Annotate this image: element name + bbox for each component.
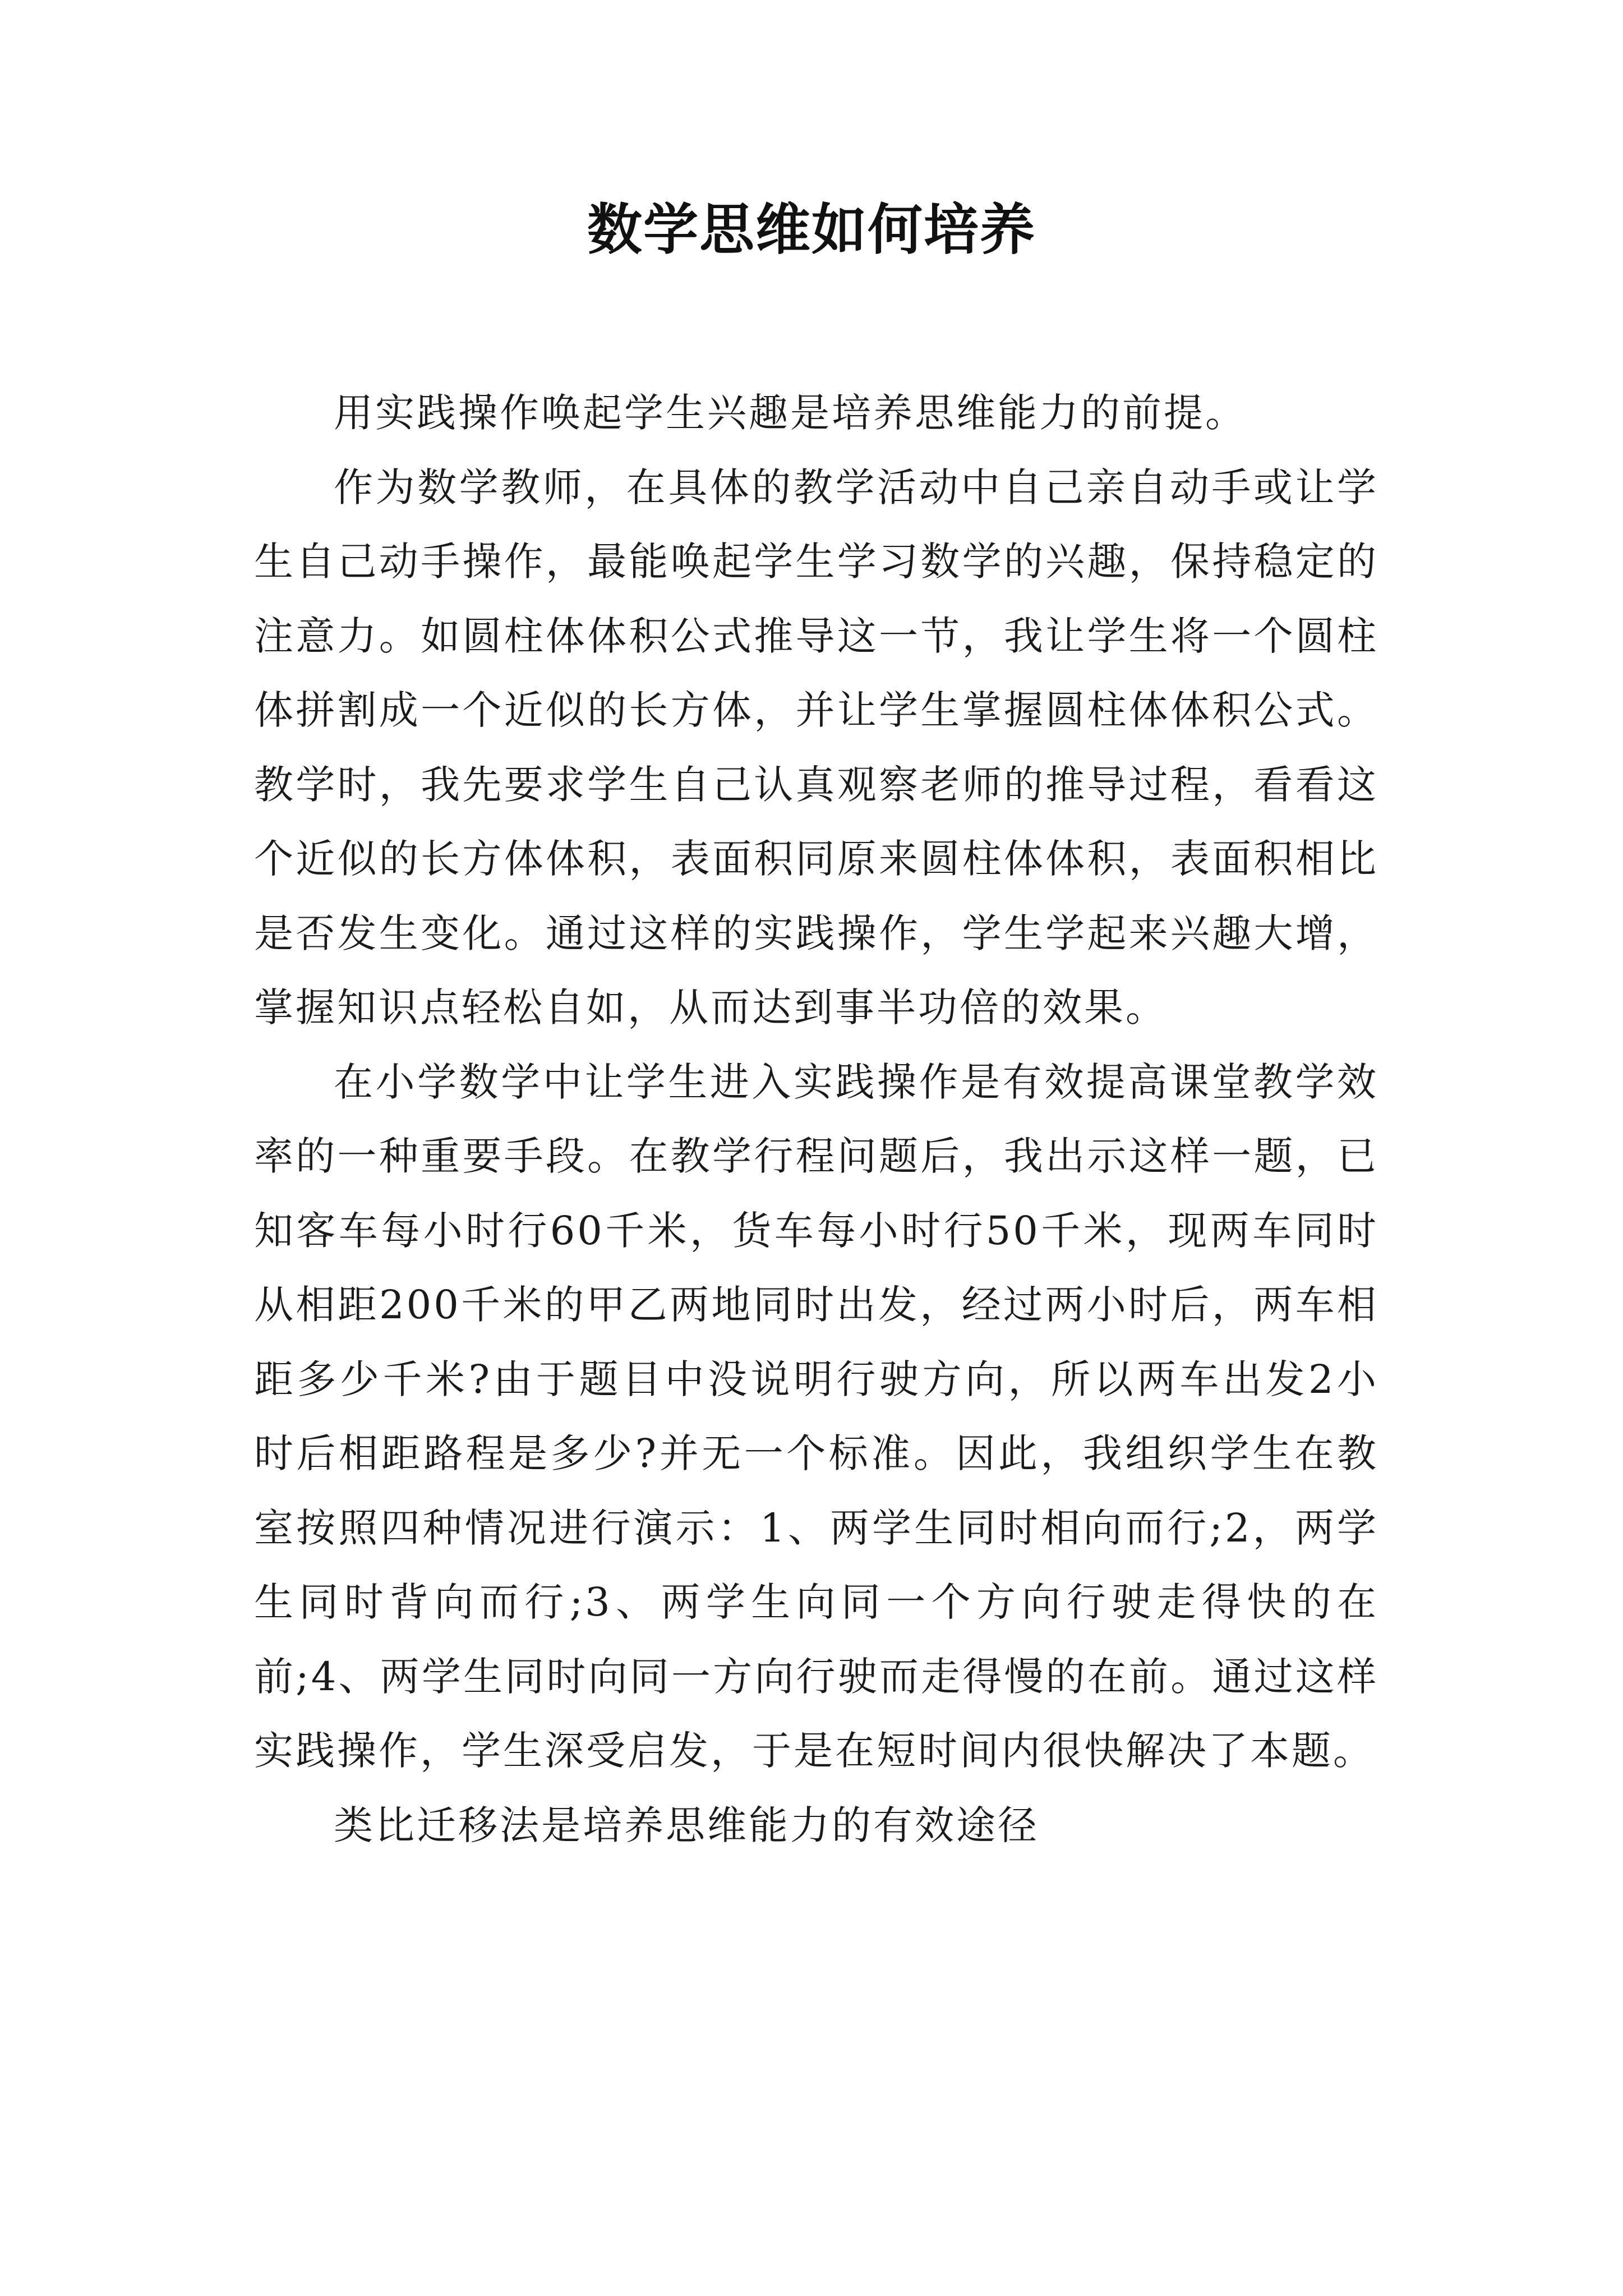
paragraph-4: 类比迁移法是培养思维能力的有效途径 xyxy=(334,1802,1039,1848)
paragraph-1: 用实践操作唤起学生兴趣是培养思维能力的前提。 xyxy=(334,390,1247,436)
paragraph-3: 在小学数学中让学生进入实践操作是有效提高课堂教学效率的一种重要手段。在教学行程问题后，我出示这样一题，已知客车每小时行60千米，货车每小时行50千米，现两车同时从相距200千米的甲乙两地同时出发，经过两小时后，两车相距多少千米?由于题目中没说明行驶方向，所以两车出发2小时后相距路程是多少?并无一个标准。因此，我组织学生在教室按照四种情况进行演示：1、两学生同时相向而行;2，两学生同时背向而行;3、两学生向同一个方向行驶走得快的在前;4、两学生同时向同一方向行驶而走得慢的在前。通过这样实践操作，学生深受启发，于是在短时间内很快解决了本题。 xyxy=(254,1059,1378,1774)
document-title: 数学思维如何培养 xyxy=(587,197,1036,262)
paragraph-2: 作为数学教师，在具体的教学活动中自己亲自动手或让学生自己动手操作，最能唤起学生学习数学的兴趣，保持稳定的注意力。如圆柱体体积公式推导这一节，我让学生将一个圆柱体拼割成一个近似的长方体，并让学生掌握圆柱体体积公式。教学时，我先要求学生自己认真观察老师的推导过程，看看这个近似的长方体体积，表面积同原来圆柱体体积，表面积相比是否发生变化。通过这样的实践操作，学生学起来兴趣大增，掌握知识点轻松自如，从而达到事半功倍的效果。 xyxy=(254,464,1378,1030)
document-body xyxy=(254,376,1378,1862)
